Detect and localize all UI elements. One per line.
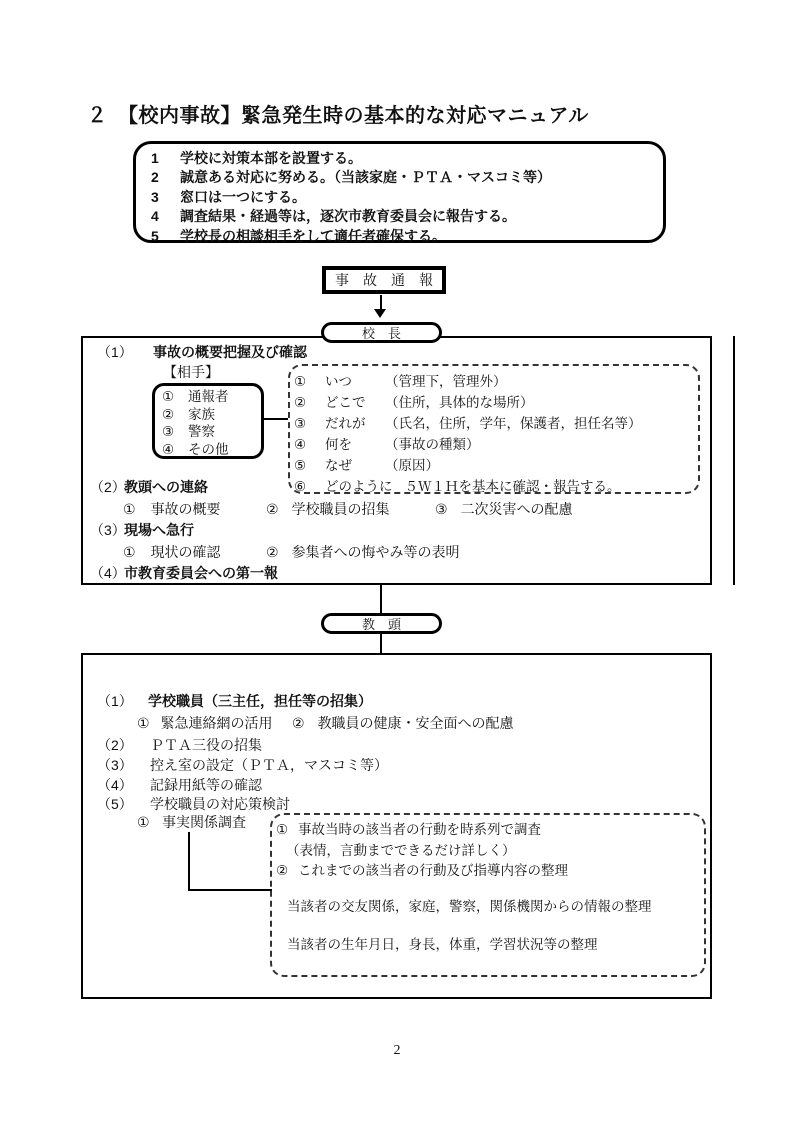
partner-number: ④ — [162, 441, 175, 457]
page-title: ２ 【校内事故】緊急発生時の基本的な対応マニュアル — [87, 105, 589, 127]
partner-row — [162, 441, 261, 459]
partner-label: 通報者 — [188, 389, 229, 404]
flow-arrow-head-icon — [374, 309, 386, 318]
sub-item-text: 参集者への悔やみ等の表明 — [291, 544, 460, 560]
section-number: （2） — [90, 479, 126, 495]
principle-row — [151, 207, 663, 226]
sub-item-text: 事故の概要 — [150, 501, 221, 517]
question-detail: ５Ｗ１Ｈを基本に確認・報告する。 — [404, 479, 621, 494]
investigation-connector-vline — [188, 832, 190, 891]
sub-item — [292, 715, 514, 731]
section-heading: 現場へ急行 — [124, 522, 194, 538]
investigation-text: 事故当時の該当者の行動を時系列で調査 — [298, 822, 541, 837]
question-number: ① — [294, 374, 307, 389]
question-number: ③ — [294, 416, 307, 431]
sub-item-text: 学校職員の招集 — [291, 501, 390, 517]
question-number: ⑤ — [294, 458, 307, 473]
page-number: 2 — [393, 1043, 401, 1058]
section-text: 控え室の設定（ＰＴＡ，マスコミ等） — [150, 757, 388, 773]
section-number: （1） — [97, 693, 133, 709]
partner-number: ② — [162, 406, 175, 422]
sub-item-text: 事実関係調査 — [162, 814, 246, 830]
investigation-number: ① — [276, 822, 289, 837]
accident-report-box: 事 故 通 報 — [322, 266, 446, 294]
question-row — [294, 476, 698, 497]
sub-item-number: ② — [292, 715, 305, 731]
section-text: 記録用紙等の確認 — [150, 777, 262, 793]
partner-row — [162, 388, 261, 406]
question-row — [294, 371, 698, 392]
partner-box — [152, 383, 264, 459]
partner-label: 家族 — [188, 406, 215, 422]
investigation-text: 当該者の生年月日，身長，体重，学習状況等の整理 — [287, 937, 598, 952]
principle-row — [151, 168, 663, 187]
section-number: （3） — [97, 757, 133, 773]
investigation-text: （表情，言動までできるだけ詳しく） — [286, 843, 516, 858]
question-detail: （原因） — [385, 458, 439, 473]
sub-item — [266, 501, 390, 517]
question-number: ⑥ — [294, 479, 307, 494]
sub-item-text: 二次災害への配慮 — [460, 501, 573, 517]
partner-row — [162, 406, 261, 424]
question-row — [294, 413, 698, 434]
question-number: ④ — [294, 437, 307, 452]
sub-item-number: ① — [123, 501, 136, 517]
principle-number: 1 — [151, 150, 159, 166]
sub-item — [266, 544, 460, 560]
principle-text: 学校に対策本部を設置する。 — [180, 150, 362, 166]
principle-row — [151, 188, 663, 207]
question-label: どのように — [325, 479, 393, 494]
section-heading: 学校職員（三主任，担任等の招集） — [148, 693, 372, 709]
principle-number: 3 — [151, 188, 159, 205]
section-text: ＰＴＡ三役の招集 — [150, 737, 262, 753]
principle-number: 4 — [151, 208, 159, 225]
question-detail: （住所，具体的な場所） — [385, 395, 534, 410]
section-number: （4） — [90, 565, 126, 581]
sub-item-number: ③ — [435, 501, 448, 517]
sub-item-text: 教職員の健康・安全面への配慮 — [317, 715, 514, 731]
principle-row — [151, 149, 663, 168]
question-label: なぜ — [325, 458, 352, 473]
sub-item-text: 現状の確認 — [150, 544, 221, 560]
principle-number: 5 — [151, 227, 159, 244]
principle-text: 窓口は一つにする。 — [180, 188, 306, 205]
section-text: 学校職員の対応策検討 — [150, 796, 290, 812]
principles-box — [133, 141, 666, 243]
sub-item-text: 緊急連絡網の活用 — [160, 715, 273, 731]
partner-row — [162, 423, 261, 441]
right-margin-line — [733, 336, 735, 585]
question-detail: （管理下，管理外） — [385, 374, 507, 389]
section-number: （5） — [97, 796, 133, 812]
principle-text: 誠意ある対応に努める。（当該家庭・ＰＴＡ・マスコミ等） — [180, 169, 551, 186]
sub-item — [435, 501, 573, 517]
section-number: （1） — [97, 344, 133, 360]
section-heading: 市教育委員会への第一報 — [124, 565, 278, 581]
section-heading: 教頭への連絡 — [124, 479, 208, 495]
sub-item-number: ① — [137, 814, 150, 830]
partner-number: ① — [162, 389, 175, 404]
partner-number: ③ — [162, 424, 175, 439]
section-heading: 事故の概要把握及び確認 — [153, 344, 307, 360]
sub-item-number: ① — [137, 715, 150, 731]
question-row — [294, 392, 698, 413]
section-number: （2） — [97, 737, 133, 753]
investigation-text: 当該者の交友関係，家庭，警察，関係機関からの情報の整理 — [287, 899, 652, 914]
principle-row — [151, 227, 663, 246]
question-label: どこで — [325, 395, 366, 410]
question-label: いつ — [325, 374, 352, 389]
investigation-number: ② — [276, 863, 289, 878]
principle-number: 2 — [151, 169, 159, 186]
question-label: だれが — [325, 416, 366, 431]
vice-principal-oval: 教 頭 — [321, 613, 442, 634]
flow-arrow-line — [380, 295, 382, 309]
partner-heading: 【相手】 — [163, 364, 219, 380]
section-number: （3） — [90, 522, 126, 538]
sub-item-number: ② — [266, 501, 279, 517]
sub-item-number: ② — [266, 544, 279, 560]
question-row — [294, 434, 698, 455]
sub-item — [137, 715, 273, 731]
question-detail: （氏名，住所，学年，保護者，担任名等） — [385, 416, 642, 431]
five-w-one-h-box — [288, 364, 700, 494]
partner-label: その他 — [188, 441, 229, 457]
question-detail: （事故の種類） — [385, 437, 480, 452]
partner-connector-line — [264, 418, 288, 420]
principle-text: 調査結果・経過等は，逐次市教育委員会に報告する。 — [180, 208, 516, 225]
investigation-text: これまでの該当者の行動及び指導内容の整理 — [298, 863, 568, 878]
question-row — [294, 455, 698, 476]
sub-item — [123, 501, 221, 517]
principal-oval: 校 長 — [321, 322, 442, 343]
sub-item — [123, 544, 221, 560]
section-number: （4） — [97, 777, 133, 793]
partner-label: 警察 — [188, 424, 215, 439]
question-label: 何を — [325, 437, 352, 452]
investigation-connector-hline — [188, 889, 272, 891]
principle-text: 学校長の相談相手をして適任者確保する。 — [180, 227, 446, 244]
question-number: ② — [294, 395, 307, 410]
sub-item-number: ① — [123, 544, 136, 560]
